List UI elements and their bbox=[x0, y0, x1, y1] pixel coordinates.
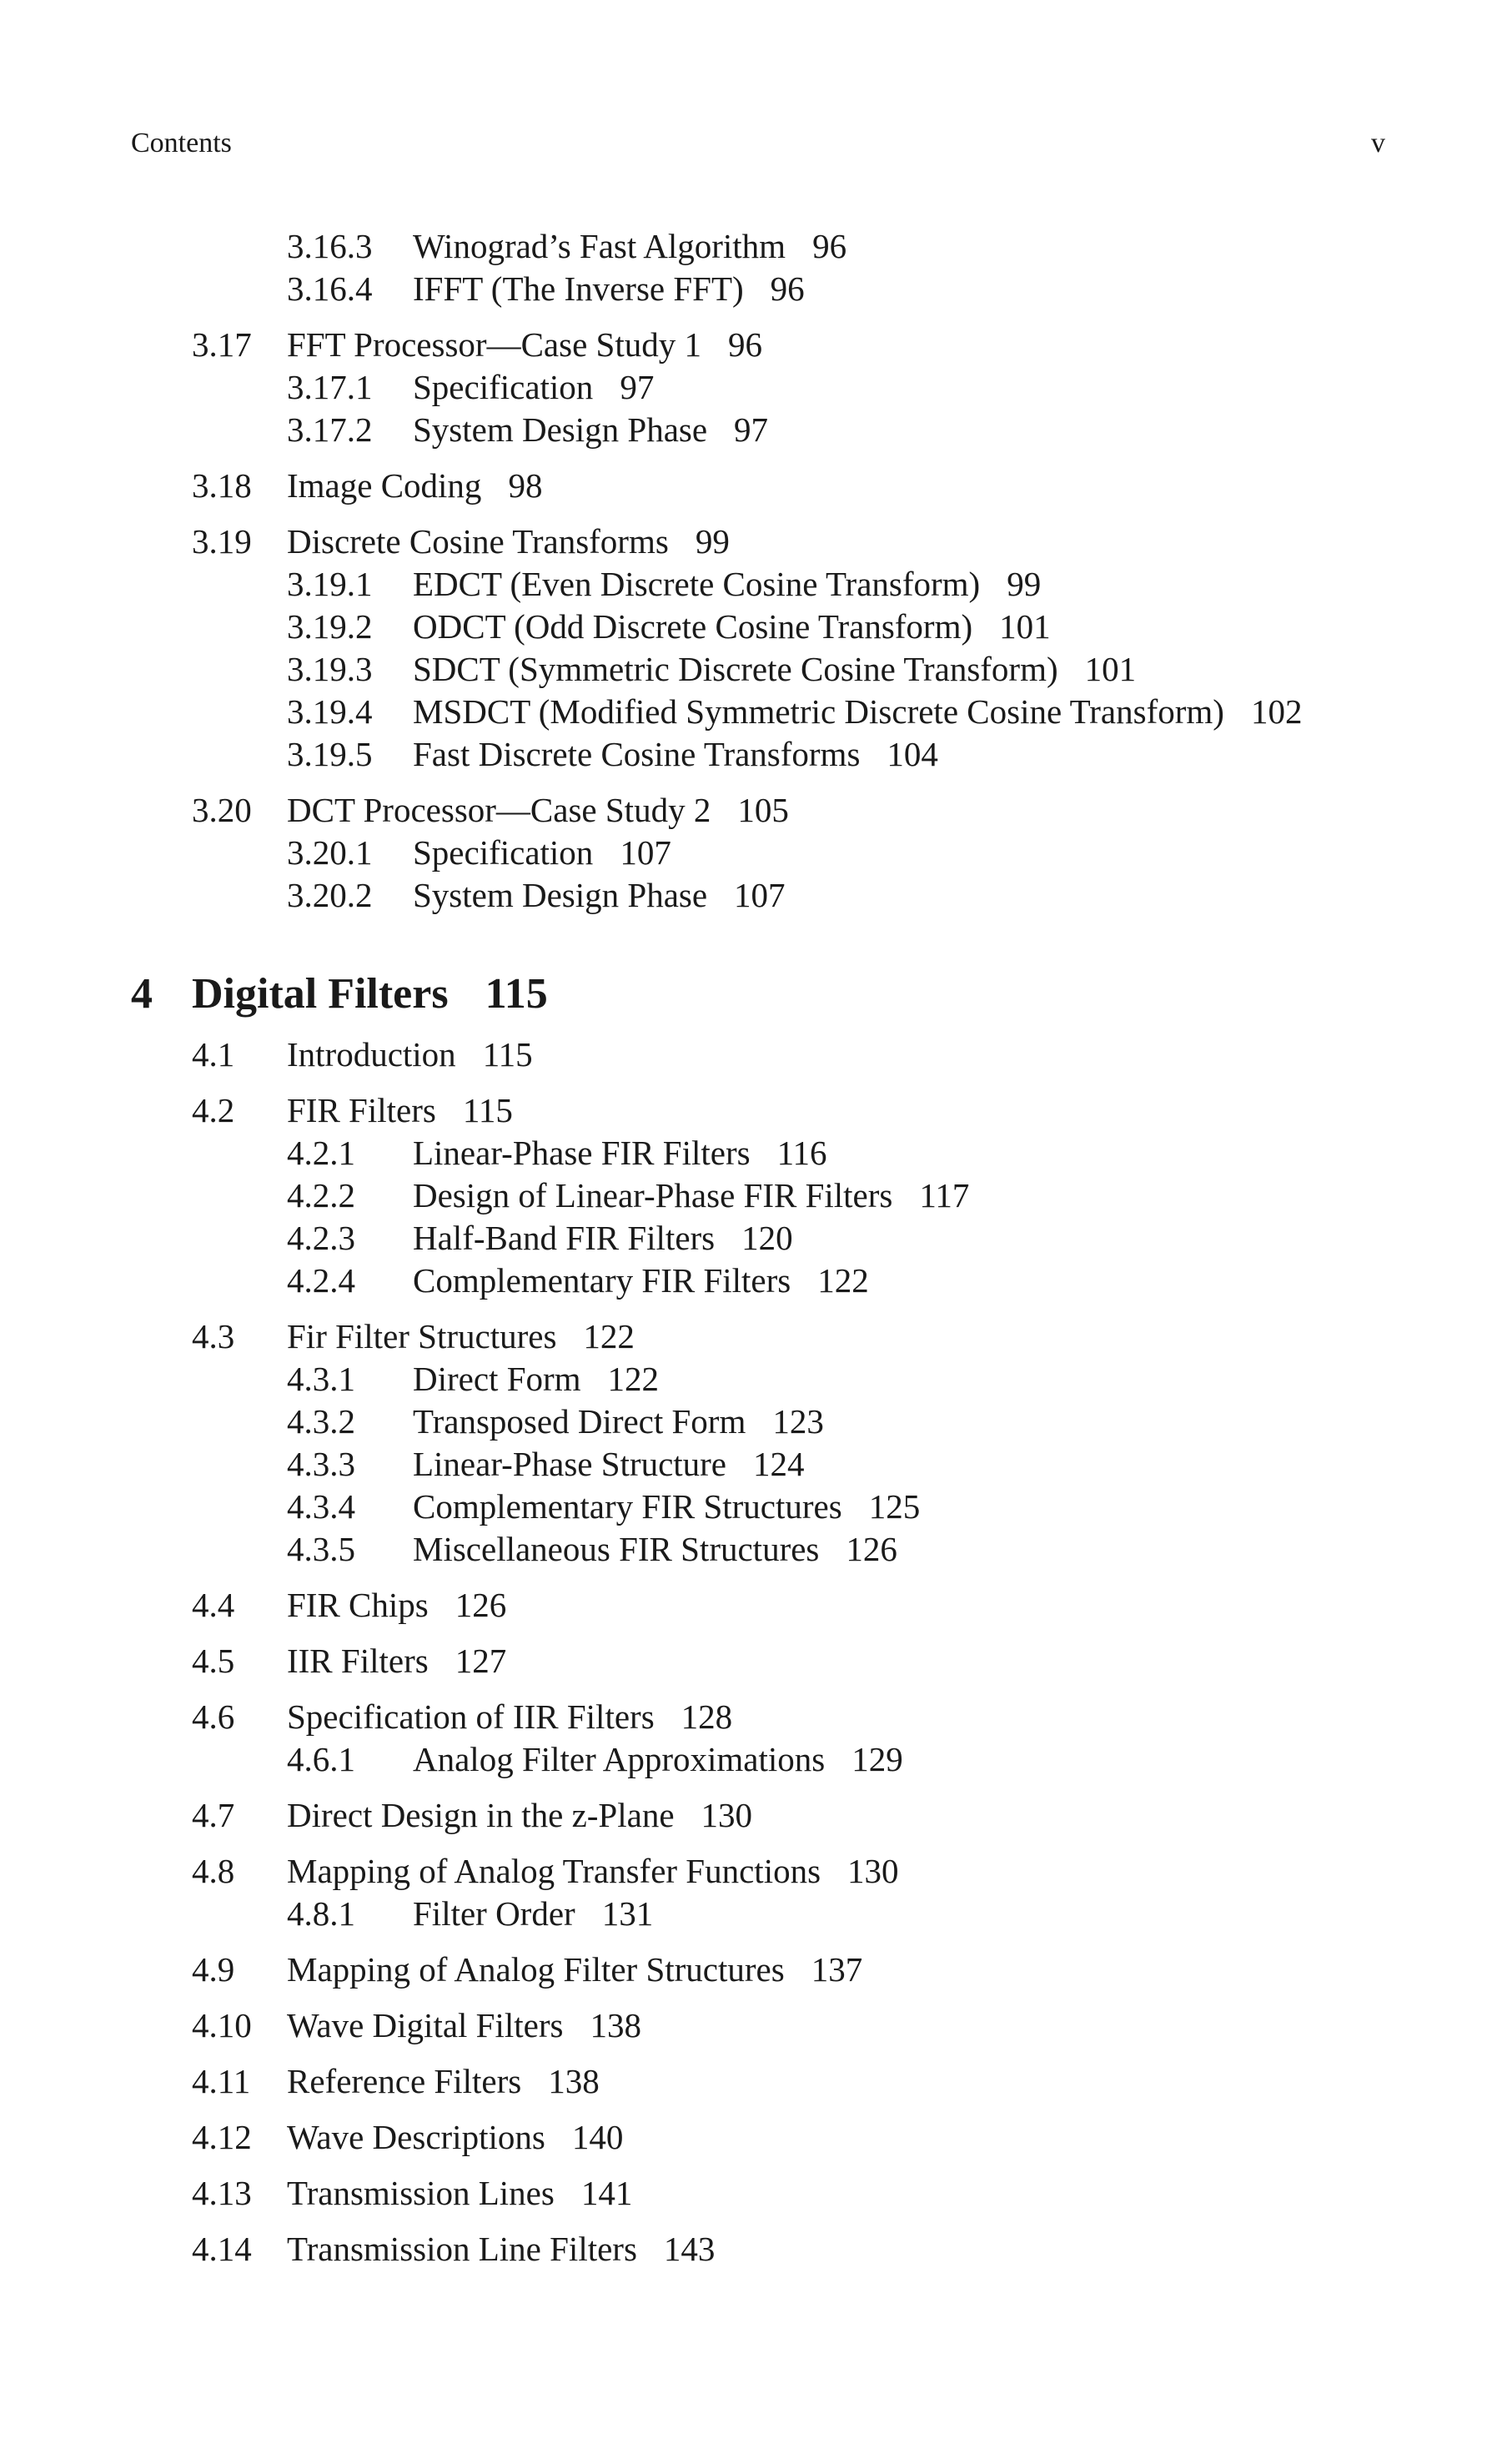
toc-entry-title-line bbox=[287, 1640, 506, 1682]
toc-entry-title: SDCT (Symmetric Discrete Cosine Transform) bbox=[413, 650, 1058, 688]
toc-entry-page: 101 bbox=[999, 607, 1051, 646]
toc-entry-number: 3.17.2 bbox=[287, 410, 373, 449]
toc-entry-title-line bbox=[287, 465, 542, 507]
toc-entry-sub bbox=[0, 691, 1512, 733]
toc-entry-number: 4.9 bbox=[192, 1950, 235, 1989]
toc-entry-number: 3.19.5 bbox=[287, 735, 373, 773]
table-of-contents bbox=[0, 225, 1512, 2270]
toc-entry-sub bbox=[0, 832, 1512, 874]
toc-entry-section bbox=[0, 1640, 1512, 1682]
toc-entry-number: 4.10 bbox=[192, 2006, 252, 2044]
toc-entry-sub bbox=[0, 563, 1512, 606]
toc-entry-title-line bbox=[287, 1850, 899, 1893]
toc-entry-number: 4.1 bbox=[192, 1035, 235, 1074]
toc-entry-title-line bbox=[287, 324, 762, 366]
toc-entry-title: Complementary FIR Filters bbox=[413, 1261, 791, 1300]
toc-entry-page: 140 bbox=[571, 2118, 624, 2156]
toc-entry-number: 4.3 bbox=[192, 1317, 235, 1355]
toc-entry-title: Linear-Phase Structure bbox=[413, 1445, 727, 1483]
toc-entry-title: Transmission Line Filters bbox=[287, 2230, 637, 2268]
toc-entry-page: 99 bbox=[695, 522, 730, 561]
toc-entry-title-line bbox=[287, 1949, 862, 1991]
toc-entry-number: 4.3.4 bbox=[287, 1487, 355, 1526]
toc-entry-number: 4.4 bbox=[192, 1586, 235, 1624]
toc-entry-number: 4.2.3 bbox=[287, 1219, 355, 1257]
toc-entry-section bbox=[0, 2060, 1512, 2103]
toc-entry-title: Analog Filter Approximations bbox=[413, 1740, 826, 1778]
toc-entry-sub bbox=[0, 409, 1512, 451]
toc-entry-sub bbox=[0, 1528, 1512, 1571]
toc-entry-number: 4.3.5 bbox=[287, 1530, 355, 1568]
toc-entry-title: FIR Chips bbox=[287, 1586, 429, 1624]
toc-entry-title: Digital Filters bbox=[192, 970, 449, 1018]
toc-entry-number: 3.20.2 bbox=[287, 876, 373, 914]
toc-entry-page: 104 bbox=[887, 735, 938, 773]
toc-entry-sub bbox=[0, 1893, 1512, 1935]
toc-entry-number: 3.20 bbox=[192, 791, 252, 829]
toc-entry-page: 138 bbox=[548, 2062, 600, 2100]
toc-entry-number: 3.17.1 bbox=[287, 368, 373, 406]
toc-entry-title-line bbox=[413, 1400, 824, 1443]
toc-entry-section bbox=[0, 1794, 1512, 1837]
toc-entry-page: 101 bbox=[1084, 650, 1137, 688]
toc-entry-number: 3.19.2 bbox=[287, 607, 373, 646]
toc-entry-sub bbox=[0, 1132, 1512, 1174]
toc-entry-title-line bbox=[413, 1528, 897, 1571]
toc-entry-number: 4.2 bbox=[192, 1091, 235, 1129]
toc-entry-page: 99 bbox=[1007, 565, 1042, 603]
toc-entry-title: ODCT (Odd Discrete Cosine Transform) bbox=[413, 607, 973, 646]
toc-entry-title-line bbox=[413, 832, 671, 874]
toc-entry-title-line bbox=[413, 1486, 920, 1528]
toc-entry-section bbox=[0, 1584, 1512, 1627]
toc-entry-title: MSDCT (Modified Symmetric Discrete Cosine Transform) bbox=[413, 692, 1224, 731]
toc-entry-title-line bbox=[413, 1893, 653, 1935]
toc-entry-number: 4 bbox=[131, 970, 153, 1018]
toc-entry-number: 4.5 bbox=[192, 1642, 235, 1680]
toc-entry-number: 4.7 bbox=[192, 1796, 235, 1834]
toc-entry-title-line bbox=[287, 2116, 623, 2159]
toc-entry-title: Specification bbox=[413, 833, 594, 872]
toc-entry-page: 107 bbox=[734, 876, 786, 914]
toc-entry-page: 102 bbox=[1250, 692, 1303, 731]
toc-entry-page: 126 bbox=[846, 1530, 897, 1568]
toc-entry-title: Direct Design in the z-Plane bbox=[287, 1796, 675, 1834]
toc-entry-section bbox=[0, 465, 1512, 507]
toc-entry-page: 115 bbox=[482, 1035, 533, 1074]
toc-entry-page: 131 bbox=[601, 1894, 654, 1933]
toc-entry-page: 122 bbox=[583, 1317, 635, 1355]
toc-entry-page: 124 bbox=[753, 1445, 805, 1483]
toc-entry-section bbox=[0, 1850, 1512, 1893]
toc-entry-section bbox=[0, 1315, 1512, 1358]
toc-entry-title: Transposed Direct Form bbox=[413, 1402, 746, 1441]
toc-entry-title-line bbox=[413, 1443, 805, 1486]
toc-entry-title: Filter Order bbox=[413, 1894, 575, 1933]
toc-entry-title: Image Coding bbox=[287, 466, 482, 505]
toc-entry-title-line bbox=[413, 409, 768, 451]
toc-entry-page: 126 bbox=[455, 1586, 507, 1624]
toc-entry-page: 96 bbox=[812, 227, 847, 265]
toc-entry-chapter bbox=[0, 965, 1512, 1023]
toc-entry-title: Transmission Lines bbox=[287, 2174, 555, 2212]
toc-entry-number: 4.14 bbox=[192, 2230, 252, 2268]
toc-entry-title: Mapping of Analog Transfer Functions bbox=[287, 1852, 821, 1890]
toc-entry-sub bbox=[0, 1486, 1512, 1528]
toc-entry-page: 123 bbox=[772, 1402, 824, 1441]
toc-entry-sub bbox=[0, 648, 1512, 691]
toc-entry-page: 141 bbox=[580, 2174, 633, 2212]
toc-entry-title-line bbox=[413, 1174, 969, 1217]
toc-entry-number: 4.2.4 bbox=[287, 1261, 355, 1300]
toc-entry-page: 130 bbox=[847, 1852, 899, 1890]
toc-entry-title: Design of Linear-Phase FIR Filters bbox=[413, 1176, 893, 1214]
toc-entry-number: 4.6.1 bbox=[287, 1740, 355, 1778]
toc-entry-title-line bbox=[413, 648, 1136, 691]
toc-entry-sub bbox=[0, 1217, 1512, 1260]
toc-entry-section bbox=[0, 520, 1512, 563]
toc-entry-title: Direct Form bbox=[413, 1360, 581, 1398]
toc-entry-number: 3.18 bbox=[192, 466, 252, 505]
toc-entry-title: Mapping of Analog Filter Structures bbox=[287, 1950, 785, 1989]
toc-entry-title-line bbox=[413, 268, 805, 310]
toc-entry-section bbox=[0, 2116, 1512, 2159]
toc-entry-page: 130 bbox=[701, 1796, 753, 1834]
toc-entry-page: 122 bbox=[607, 1360, 660, 1398]
toc-entry-section bbox=[0, 324, 1512, 366]
toc-entry-title: Wave Digital Filters bbox=[287, 2006, 564, 2044]
toc-entry-number: 3.19.3 bbox=[287, 650, 373, 688]
toc-entry-title-line bbox=[287, 2172, 632, 2215]
toc-entry-page: 116 bbox=[776, 1134, 827, 1172]
toc-entry-title: FIR Filters bbox=[287, 1091, 436, 1129]
toc-entry-title: Half-Band FIR Filters bbox=[413, 1219, 716, 1257]
toc-entry-title-line bbox=[413, 1132, 827, 1174]
toc-entry-page: 105 bbox=[737, 791, 789, 829]
toc-entry-page: 117 bbox=[919, 1176, 970, 1214]
toc-entry-number: 4.8 bbox=[192, 1852, 235, 1890]
toc-entry-title: Wave Descriptions bbox=[287, 2118, 545, 2156]
toc-entry-title-line bbox=[287, 1584, 506, 1627]
toc-entry-section bbox=[0, 1949, 1512, 1991]
toc-entry-title-line bbox=[287, 1089, 513, 1132]
running-head-page-number: v bbox=[1371, 128, 1385, 158]
toc-entry-title-line bbox=[287, 2004, 641, 2047]
toc-entry-title: Miscellaneous FIR Structures bbox=[413, 1530, 820, 1568]
toc-entry-sub bbox=[0, 1358, 1512, 1400]
toc-entry-title: EDCT (Even Discrete Cosine Transform) bbox=[413, 565, 981, 603]
toc-entry-sub bbox=[0, 1400, 1512, 1443]
toc-entry-page: 120 bbox=[741, 1219, 793, 1257]
toc-entry-title-line bbox=[413, 225, 846, 268]
toc-entry-title: IIR Filters bbox=[287, 1642, 429, 1680]
toc-entry-page: 97 bbox=[734, 410, 769, 449]
toc-entry-number: 4.6 bbox=[192, 1697, 235, 1736]
toc-entry-sub bbox=[0, 366, 1512, 409]
toc-entry-page: 138 bbox=[590, 2006, 641, 2044]
toc-entry-section bbox=[0, 789, 1512, 832]
toc-entry-title: Specification bbox=[413, 368, 594, 406]
toc-entry-title-line bbox=[413, 1738, 903, 1781]
toc-entry-title: System Design Phase bbox=[413, 876, 708, 914]
toc-entry-page: 127 bbox=[455, 1642, 507, 1680]
toc-entry-title-line bbox=[287, 1033, 533, 1076]
toc-entry-number: 4.11 bbox=[192, 2062, 251, 2100]
toc-entry-title: FFT Processor—Case Study 1 bbox=[287, 325, 701, 364]
running-head-left: Contents bbox=[131, 128, 232, 158]
toc-entry-title: Winograd’s Fast Algorithm bbox=[413, 227, 786, 265]
toc-entry-sub bbox=[0, 874, 1512, 917]
toc-entry-number: 4.2.1 bbox=[287, 1134, 355, 1172]
toc-entry-page: 98 bbox=[508, 466, 543, 505]
toc-entry-title: Discrete Cosine Transforms bbox=[287, 522, 669, 561]
toc-entry-number: 3.16.4 bbox=[287, 269, 373, 308]
toc-entry-title-line bbox=[413, 691, 1302, 733]
toc-entry-number: 4.8.1 bbox=[287, 1894, 355, 1933]
toc-entry-title: DCT Processor—Case Study 2 bbox=[287, 791, 711, 829]
toc-entry-number: 4.3.3 bbox=[287, 1445, 355, 1483]
toc-entry-section bbox=[0, 1089, 1512, 1132]
toc-entry-title-line bbox=[413, 563, 1041, 606]
toc-entry-sub bbox=[0, 225, 1512, 268]
toc-entry-title-line bbox=[287, 2060, 600, 2103]
toc-entry-page: 137 bbox=[811, 1950, 863, 1989]
toc-entry-title: Introduction bbox=[287, 1035, 456, 1074]
toc-entry-title-line bbox=[287, 2228, 715, 2270]
toc-entry-title: Reference Filters bbox=[287, 2062, 522, 2100]
toc-entry-sub bbox=[0, 606, 1512, 648]
toc-entry-section bbox=[0, 2004, 1512, 2047]
toc-entry-title-line bbox=[413, 874, 786, 917]
toc-entry-page: 96 bbox=[727, 325, 762, 364]
toc-entry-sub bbox=[0, 733, 1512, 776]
toc-entry-page: 97 bbox=[620, 368, 655, 406]
toc-entry-number: 3.19.1 bbox=[287, 565, 373, 603]
toc-entry-title: Complementary FIR Structures bbox=[413, 1487, 842, 1526]
toc-entry-page: 122 bbox=[817, 1261, 869, 1300]
toc-entry-number: 3.17 bbox=[192, 325, 252, 364]
toc-entry-page: 107 bbox=[620, 833, 671, 872]
toc-entry-number: 4.12 bbox=[192, 2118, 252, 2156]
toc-entry-section bbox=[0, 2172, 1512, 2215]
toc-entry-title: Linear-Phase FIR Filters bbox=[413, 1134, 751, 1172]
toc-entry-title-line bbox=[192, 965, 548, 1023]
toc-entry-title: Fir Filter Structures bbox=[287, 1317, 557, 1355]
toc-entry-title: Fast Discrete Cosine Transforms bbox=[413, 735, 861, 773]
toc-entry-title-line bbox=[413, 606, 1051, 648]
toc-entry-section bbox=[0, 1033, 1512, 1076]
toc-entry-number: 3.19.4 bbox=[287, 692, 373, 731]
toc-entry-page: 115 bbox=[462, 1091, 513, 1129]
toc-entry-number: 4.3.1 bbox=[287, 1360, 355, 1398]
toc-entry-page: 143 bbox=[663, 2230, 716, 2268]
toc-entry-page: 128 bbox=[681, 1697, 733, 1736]
toc-entry-section bbox=[0, 2228, 1512, 2270]
toc-entry-title-line bbox=[287, 1794, 752, 1837]
toc-entry-title-line bbox=[413, 1217, 793, 1260]
toc-entry-title-line bbox=[413, 366, 654, 409]
toc-entry-number: 4.13 bbox=[192, 2174, 252, 2212]
toc-entry-number: 3.20.1 bbox=[287, 833, 373, 872]
toc-entry-number: 4.2.2 bbox=[287, 1176, 355, 1214]
toc-entry-number: 3.16.3 bbox=[287, 227, 373, 265]
toc-entry-title-line bbox=[287, 789, 789, 832]
toc-entry-page: 125 bbox=[868, 1487, 921, 1526]
toc-entry-sub bbox=[0, 1174, 1512, 1217]
toc-entry-title-line bbox=[287, 1315, 635, 1358]
toc-entry-title: Specification of IIR Filters bbox=[287, 1697, 655, 1736]
toc-entry-page: 115 bbox=[485, 970, 548, 1018]
toc-entry-title-line bbox=[413, 1260, 869, 1302]
toc-entry-title: IFFT (The Inverse FFT) bbox=[413, 269, 744, 308]
toc-entry-number: 3.19 bbox=[192, 522, 252, 561]
toc-entry-section bbox=[0, 1696, 1512, 1738]
toc-entry-title: System Design Phase bbox=[413, 410, 708, 449]
toc-entry-title-line bbox=[287, 520, 730, 563]
toc-entry-number: 4.3.2 bbox=[287, 1402, 355, 1441]
toc-entry-page: 96 bbox=[770, 269, 805, 308]
toc-entry-sub bbox=[0, 1260, 1512, 1302]
toc-entry-sub bbox=[0, 1738, 1512, 1781]
toc-entry-sub bbox=[0, 1443, 1512, 1486]
toc-entry-title-line bbox=[413, 733, 938, 776]
toc-entry-sub bbox=[0, 268, 1512, 310]
toc-entry-title-line bbox=[287, 1696, 732, 1738]
toc-entry-title-line bbox=[413, 1358, 659, 1400]
toc-entry-page: 129 bbox=[851, 1740, 903, 1778]
